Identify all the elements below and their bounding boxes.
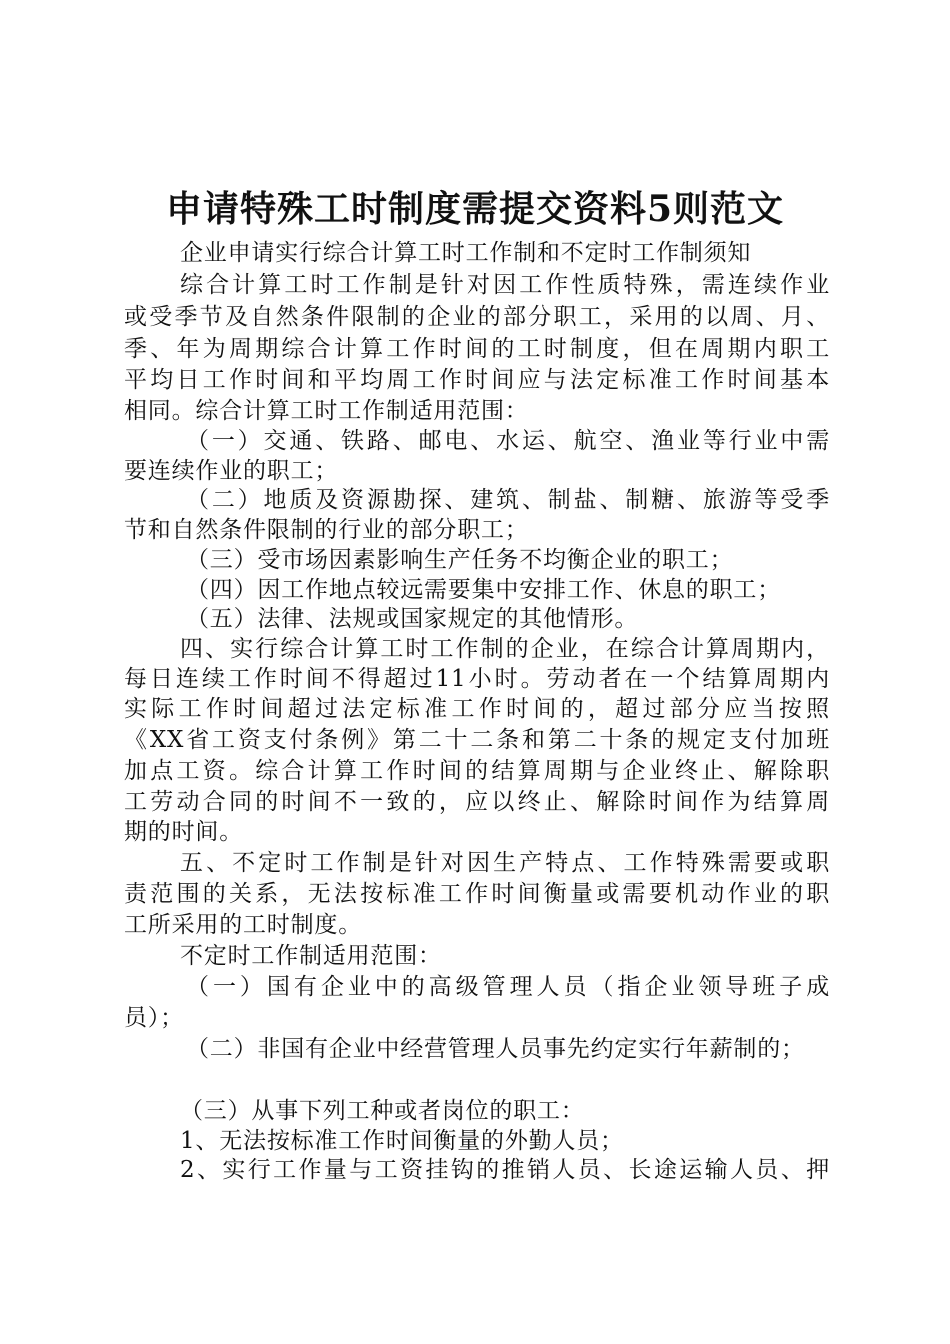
body-line: 季、年为周期综合计算工作时间的工时制度，但在周期内职工 bbox=[124, 336, 830, 362]
body-line: 企业申请实行综合计算工时工作制和不定时工作制须知 bbox=[180, 240, 752, 266]
body-line: （五）法律、法规或国家规定的其他情形。 bbox=[186, 606, 639, 632]
body-line: 每日连续工作时间不得超过11小时。劳动者在一个结算周期内 bbox=[124, 666, 830, 692]
body-line: 加点工资。综合计算工作时间的结算周期与企业终止、解除职 bbox=[124, 758, 830, 784]
body-line: 员）； bbox=[124, 1005, 184, 1031]
body-line: 平均日工作时间和平均周工作时间应与法定标准工作时间基本 bbox=[124, 367, 830, 393]
body-line: 期的时间。 bbox=[124, 819, 243, 845]
body-line: 工所采用的工时制度。 bbox=[124, 912, 362, 938]
body-line: 或受季节及自然条件限制的企业的部分职工，采用的以周、月、 bbox=[124, 304, 830, 330]
body-line: 1、无法按标准工作时间衡量的外勤人员； bbox=[180, 1128, 624, 1154]
body-line: 五、不定时工作制是针对因生产特点、工作特殊需要或职 bbox=[180, 850, 830, 876]
body-line: 责范围的关系，无法按标准工作时间衡量或需要机动作业的职 bbox=[124, 881, 830, 907]
document-title: 申请特殊工时制度需提交资料5则范文 bbox=[165, 188, 785, 230]
body-line: （三）受市场因素影响生产任务不均衡企业的职工； bbox=[186, 547, 734, 573]
body-line: 实际工作时间超过法定标准工作时间的，超过部分应当按照 bbox=[124, 696, 830, 722]
body-line: 相同。综合计算工时工作制适用范围： bbox=[124, 398, 529, 424]
body-line: （二）非国有企业中经营管理人员事先约定实行年薪制的； bbox=[186, 1036, 805, 1062]
body-line: 《XX省工资支付条例》第二十二条和第二十条的规定支付加班 bbox=[124, 727, 830, 753]
body-line: （二）地质及资源勘探、建筑、制盐、制糖、旅游等受季 bbox=[186, 487, 830, 513]
body-line: （一）交通、铁路、邮电、水运、航空、渔业等行业中需 bbox=[186, 428, 830, 454]
body-line: 要连续作业的职工； bbox=[124, 458, 339, 484]
body-line: 四、实行综合计算工时工作制的企业，在综合计算周期内， bbox=[180, 636, 830, 662]
body-line: 节和自然条件限制的行业的部分职工； bbox=[124, 517, 529, 543]
body-line: 2、实行工作量与工资挂钩的推销人员、长途运输人员、押 bbox=[180, 1157, 830, 1183]
body-line: （三）从事下列工种或者岗位的职工： bbox=[180, 1098, 585, 1124]
body-line: （一）国有企业中的高级管理人员（指企业领导班子成 bbox=[186, 974, 830, 1000]
body-line: 不定时工作制适用范围： bbox=[180, 943, 442, 969]
body-line: （四）因工作地点较远需要集中安排工作、休息的职工； bbox=[186, 577, 781, 603]
body-line: 工劳动合同的时间不一致的，应以终止、解除时间作为结算周 bbox=[124, 789, 830, 815]
body-line: 综合计算工时工作制是针对因工作性质特殊，需连续作业 bbox=[180, 272, 830, 298]
